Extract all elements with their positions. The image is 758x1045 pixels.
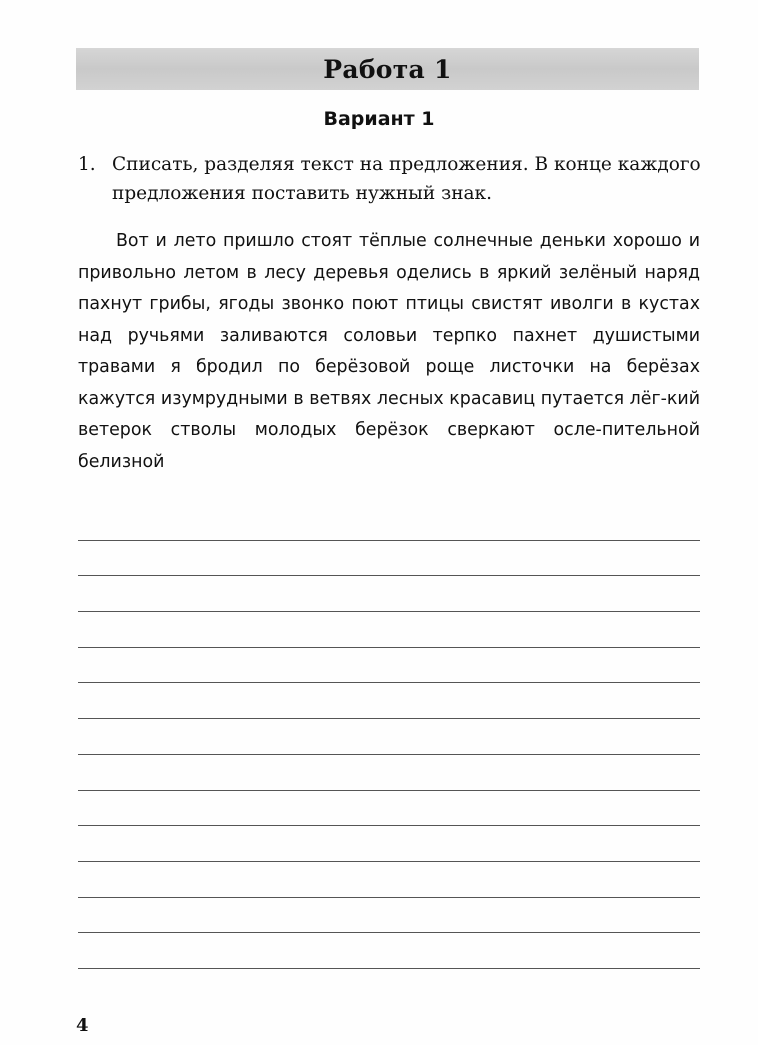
answer-line xyxy=(78,898,700,934)
title-band xyxy=(76,48,699,90)
answer-line xyxy=(78,826,700,862)
page-number: 4 xyxy=(76,1015,89,1036)
answer-line xyxy=(78,576,700,612)
answer-line xyxy=(78,755,700,791)
answer-line xyxy=(78,648,700,684)
task-instruction: Списать, разделяя текст на предложения. В конце каждого предложения поставить нужный знак. xyxy=(112,154,701,204)
answer-lines xyxy=(78,505,700,969)
answer-line xyxy=(78,683,700,719)
answer-line xyxy=(78,719,700,755)
answer-line xyxy=(78,933,700,969)
exercise-passage: Вот и лето пришло стоят тёплые солнечные деньки хорошо и привольно летом в лесу деревья оделись в яркий зелёный наряд пахнут грибы, ягоды звонко поют птицы свистят иволги в кустах над ручьями заливаются соловьи терпко пахнет душистыми травами я бродил по берёзовой роще листочки на берёзах кажутся изумрудными в ветвях лесных красавиц путается лёг-кий ветерок стволы молодых берёзок сверкают осле-пительной белизной xyxy=(78,231,700,472)
variant-heading: Вариант 1 xyxy=(323,108,435,130)
answer-line xyxy=(78,505,700,541)
answer-line xyxy=(78,862,700,898)
answer-line xyxy=(78,541,700,577)
answer-line xyxy=(78,791,700,827)
task-instruction-block xyxy=(78,150,718,208)
task-number: 1. xyxy=(78,154,96,175)
page-title: Работа 1 xyxy=(323,54,452,84)
answer-line xyxy=(78,612,700,648)
